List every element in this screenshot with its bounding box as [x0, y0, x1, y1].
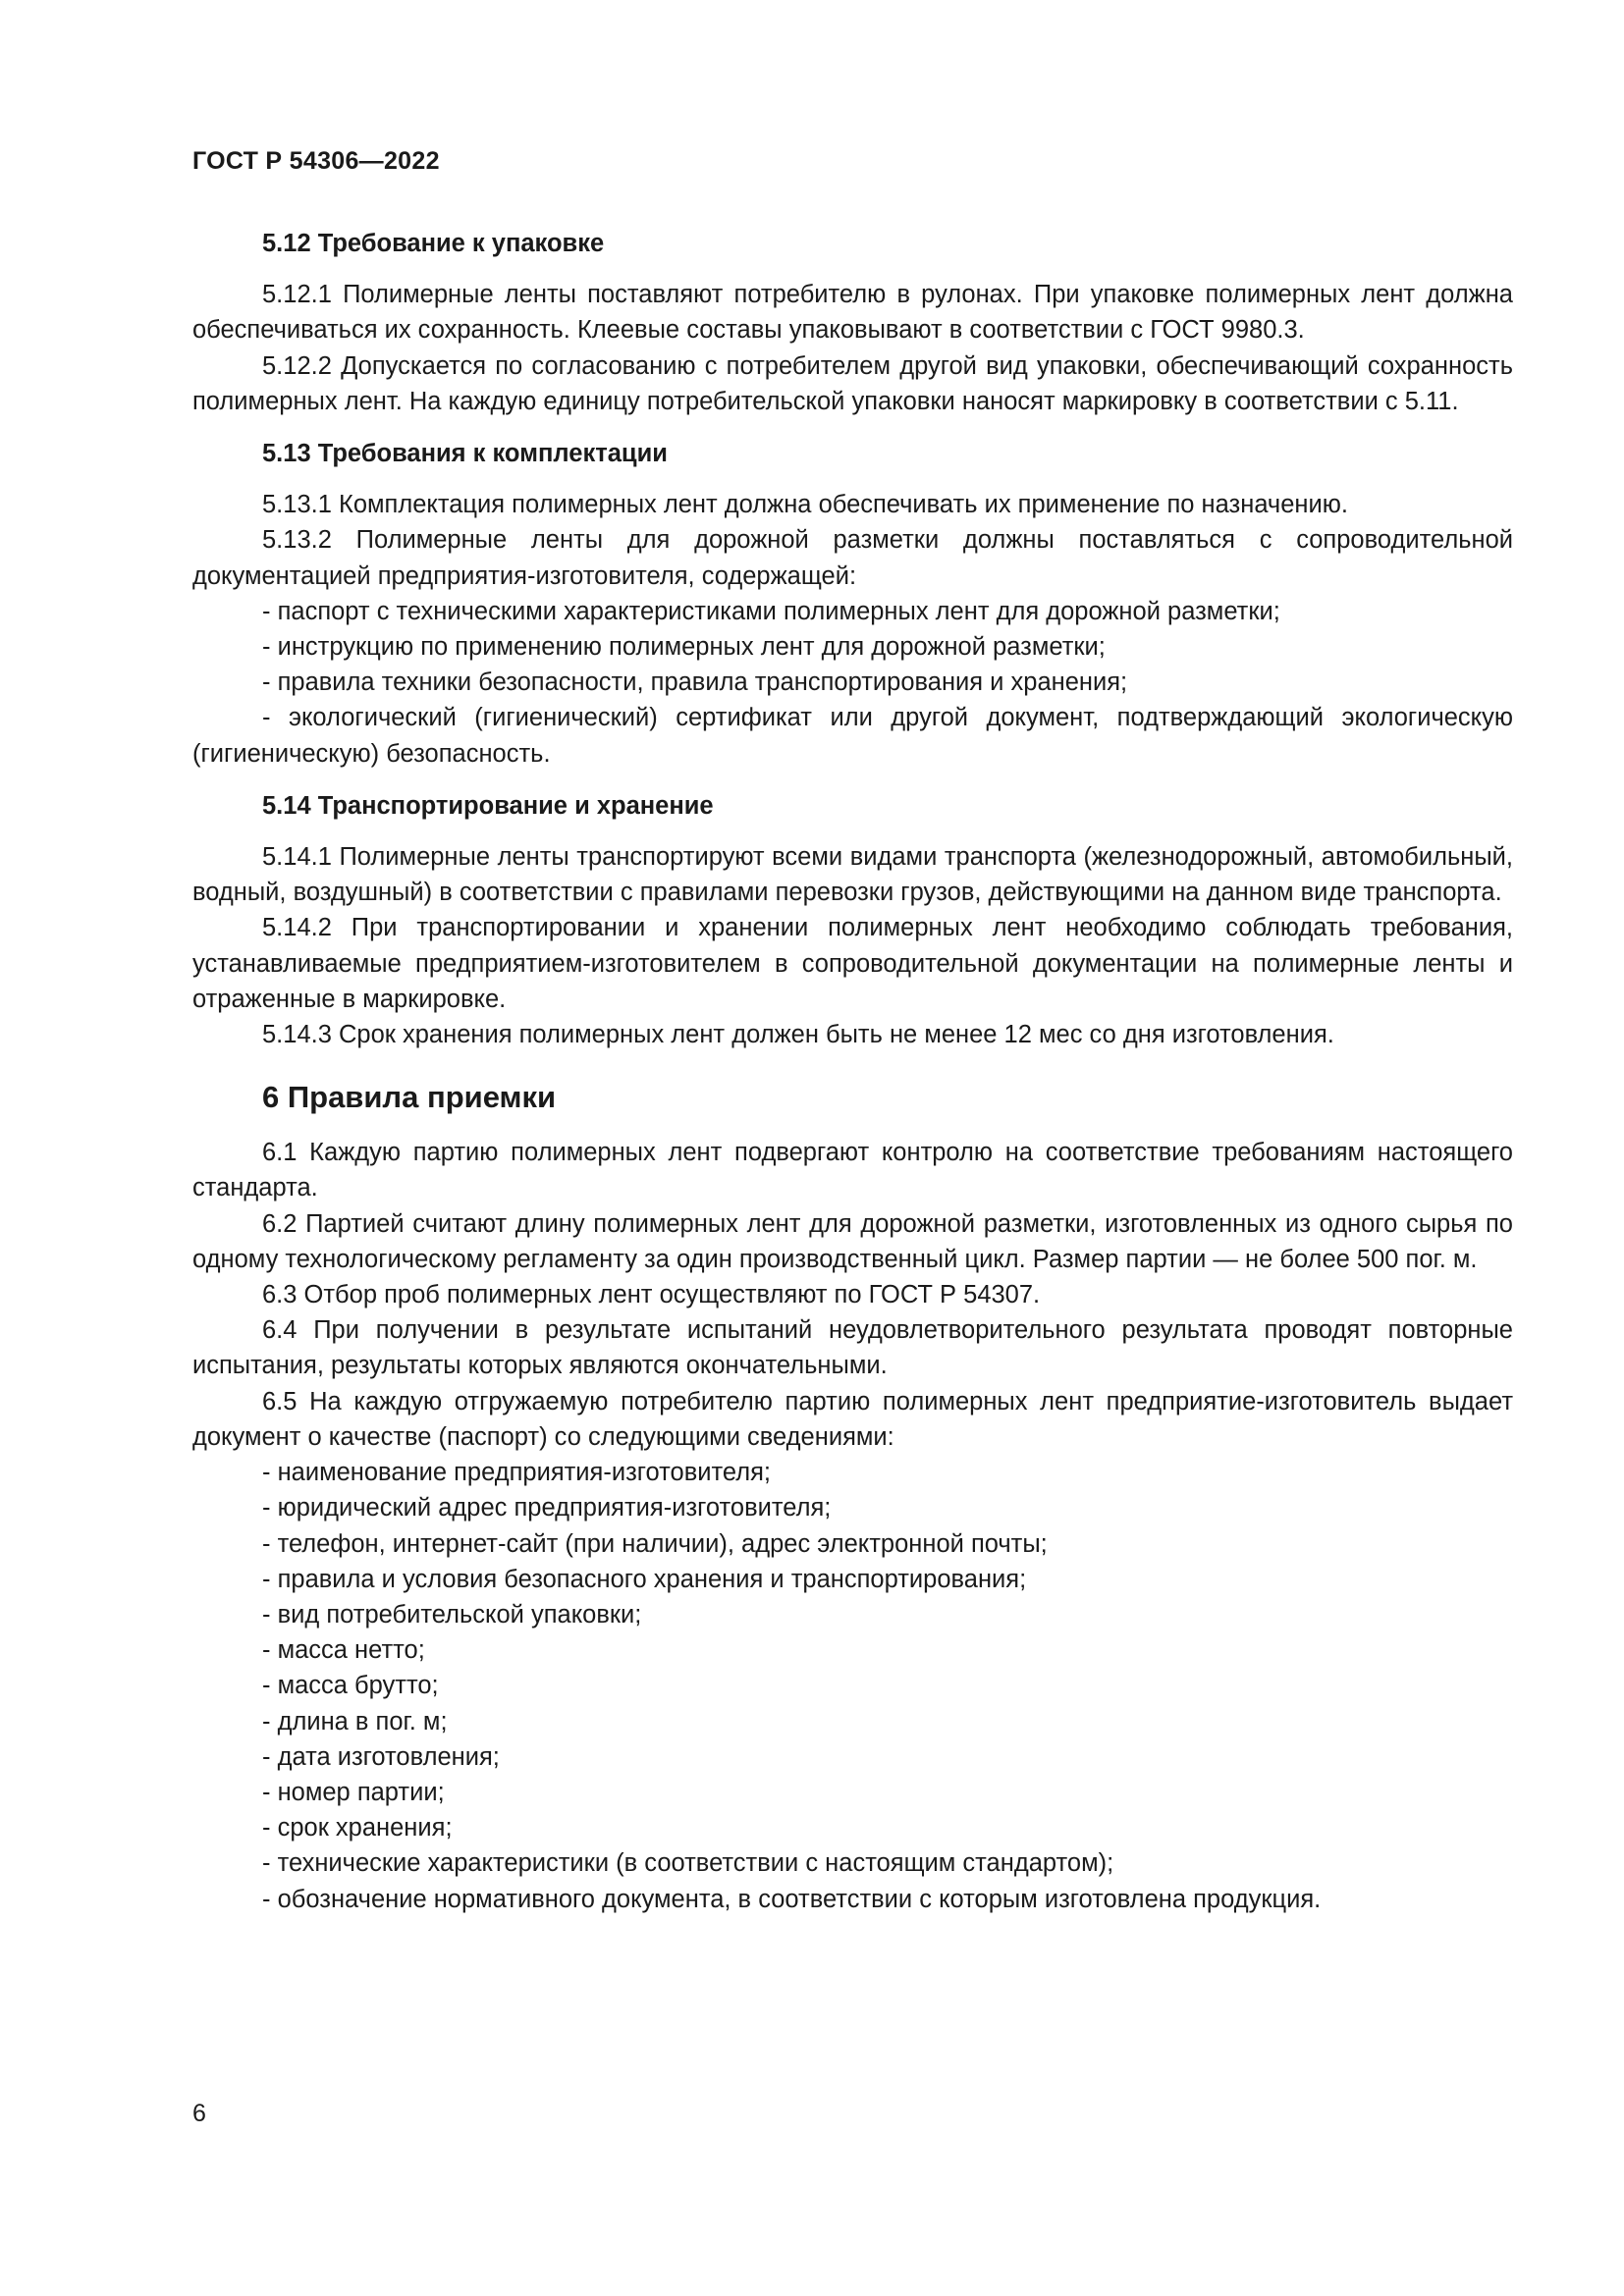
paragraph-6-1: 6.1 Каждую партию полимерных лент подвергают контролю на соответствие требованиям настоящего стандарта.	[192, 1139, 1513, 1202]
list-item: - дата изготовления;	[262, 1742, 500, 1771]
list-item: - обозначение нормативного документа, в соответствии с которым изготовлена продукция.	[262, 1885, 1322, 1913]
section-5-14-title: 5.14 Транспортирование и хранение	[262, 791, 714, 820]
paragraph-5-14-2: 5.14.2 При транспортировании и хранении полимерных лент необходимо соблюдать требования, устанавливаемые предприятием-изготовителем в сопроводительной документации на полимерные ленты и отраженные в маркировке.	[192, 914, 1513, 1013]
list-item: - правила и условия безопасного хранения и транспортирования;	[262, 1565, 1027, 1593]
list-item: - наименование предприятия-изготовителя;	[262, 1459, 772, 1487]
paragraph-6-2: 6.2 Партией считают длину полимерных лент для дорожной разметки, изготовленных из одного сырья по одному технологическому регламенту за один производственный цикл. Размер партии — не более 500 пог. м.	[192, 1209, 1513, 1273]
list-item: - инструкцию по применению полимерных лент для дорожной разметки;	[262, 633, 1106, 662]
list-item: - масса брутто;	[262, 1672, 439, 1700]
section-5-12-title: 5.12 Требование к упаковке	[262, 230, 605, 257]
list-item: - правила техники безопасности, правила транспортирования и хранения;	[262, 668, 1128, 697]
section-6-title: 6 Правила приемки	[262, 1080, 557, 1115]
page-number: 6	[192, 2100, 206, 2127]
list-item: - юридический адрес предприятия-изготовителя;	[262, 1494, 832, 1522]
document-body	[192, 226, 1513, 1917]
list-item: - срок хранения;	[262, 1814, 453, 1842]
list-item: - паспорт с техническими характеристиками полимерных лент для дорожной разметки;	[262, 597, 1280, 625]
document-header: ГОСТ Р 54306—2022	[192, 147, 440, 175]
paragraph-5-13-2: 5.13.2 Полимерные ленты для дорожной разметки должны поставляться с сопроводительной документацией предприятия-изготовителя, содержащей:	[192, 526, 1513, 590]
list-item: - экологический (гигиенический) сертификат или другой документ, подтверждающий экологическую (гигиеническую) безопасность.	[192, 704, 1513, 768]
list-item: - масса нетто;	[262, 1636, 425, 1665]
paragraph-6-5: 6.5 На каждую отгружаемую потребителю партию полимерных лент предприятие-изготовитель выдает документ о качестве (паспорт) со следующими сведениями:	[192, 1387, 1513, 1451]
list-item: - номер партии;	[262, 1778, 445, 1806]
paragraph-5-12-1: 5.12.1 Полимерные ленты поставляют потребителю в рулонах. При упаковке полимерных лент должна обеспечиваться их сохранность. Клеевые составы упаковывают в соответствии с ГОСТ 9980.3.	[192, 281, 1513, 345]
list-item: - вид потребительской упаковки;	[262, 1600, 642, 1629]
paragraph-6-3: 6.3 Отбор проб полимерных лент осуществляют по ГОСТ Р 54307.	[262, 1281, 1041, 1309]
list-item: - телефон, интернет-сайт (при наличии), адрес электронной почты;	[262, 1529, 1048, 1558]
paragraph-5-13-1: 5.13.1 Комплектация полимерных лент должна обеспечивать их применение по назначению.	[262, 491, 1348, 519]
paragraph-6-4: 6.4 При получении в результате испытаний неудовлетворительного результата проводят повторные испытания, результаты которых являются окончательными.	[192, 1316, 1513, 1380]
list-item: - технические характеристики (в соответствии с настоящим стандартом);	[262, 1849, 1114, 1878]
paragraph-5-12-2: 5.12.2 Допускается по согласованию с потребителем другой вид упаковки, обеспечивающий сохранность полимерных лент. На каждую единицу потребительской упаковки наносят маркировку в соответствии с 5.11.	[192, 351, 1513, 415]
section-5-13-title: 5.13 Требования к комплектации	[262, 440, 668, 468]
list-item: - длина в пог. м;	[262, 1707, 448, 1735]
paragraph-5-14-1: 5.14.1 Полимерные ленты транспортируют всеми видами транспорта (железнодорожный, автомобильный, водный, воздушный) в соответствии с правилами перевозки грузов, действующими на данном виде транспорта.	[192, 843, 1513, 907]
paragraph-5-14-3: 5.14.3 Срок хранения полимерных лент должен быть не менее 12 мес со дня изготовления.	[262, 1021, 1334, 1049]
